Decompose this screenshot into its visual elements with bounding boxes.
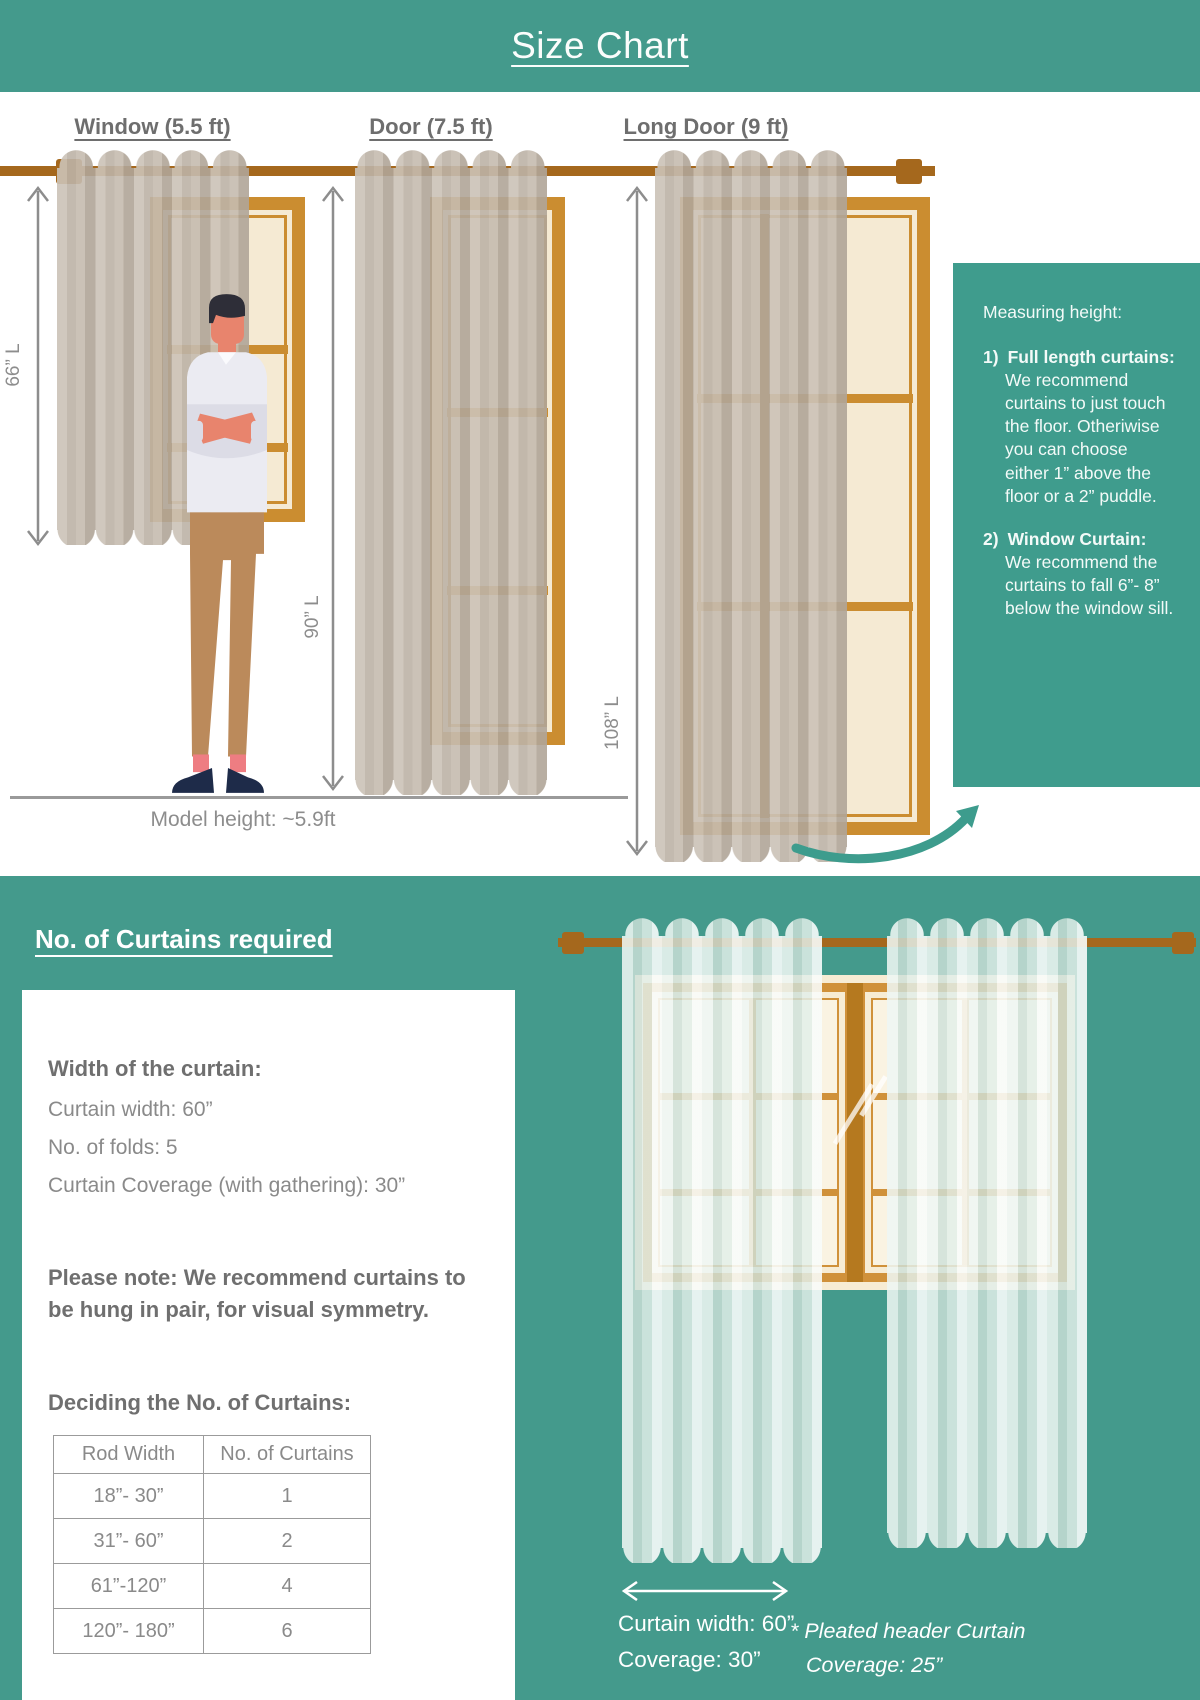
table-header-row [54,1436,371,1474]
pleated-note [790,1614,1025,1683]
width-caption [618,1606,794,1678]
sheer-curtain-right [887,918,1087,1548]
window-label: Window (5.5 ft) [74,114,231,139]
cell-count: 1 [204,1474,371,1519]
page-title: Size Chart [511,25,689,66]
rod-finial-right [896,159,922,184]
model-height-caption: Model height: ~5.9ft [150,808,336,831]
person-illustration [160,292,292,795]
measure-arrow-66 [25,185,51,547]
info-box-item-2: 2) Window Curtain: We recommend the curtains to fall 6”- 8” below the window sill. [983,528,1174,619]
rod-width-table [53,1435,371,1654]
table-row [54,1609,371,1654]
pleated-note-line1: * Pleated header Curtain [790,1619,1026,1643]
cell-rod-width: 18”- 30” [54,1474,204,1519]
section-heading: No. of Curtains required [35,924,333,954]
spec-folds: No. of folds: 5 [48,1136,178,1159]
table-row [54,1564,371,1609]
pair-note: Please note: We recommend curtains to be hung in pair, for visual symmetry. [48,1265,466,1322]
cell-count: 6 [204,1609,371,1654]
sheer-curtain-left [622,918,822,1563]
illustration-finial-left [562,932,584,954]
curved-arrow-icon [790,804,985,866]
curtains-required-section [0,876,1200,1700]
measuring-info-box [953,263,1200,787]
header-no-curtains: No. of Curtains [204,1436,371,1474]
table-row [54,1474,371,1519]
width-arrow-icon [620,1580,790,1602]
spec-curtain-width: Curtain width: 60” [48,1098,213,1121]
cell-count: 4 [204,1564,371,1609]
table-row [54,1519,371,1564]
spec-coverage: Curtain Coverage (with gathering): 30” [48,1174,406,1197]
cell-rod-width: 61”-120” [54,1564,204,1609]
measure-arrow-108 [624,185,650,857]
info-panel [22,990,515,1700]
info-box-title: Measuring height: [983,302,1123,322]
cell-count: 2 [204,1519,371,1564]
width-caption-line1: Curtain width: 60” [618,1611,795,1636]
door-curtain [355,150,547,795]
cell-rod-width: 120”- 180” [54,1609,204,1654]
header-rod-width: Rod Width [54,1436,204,1474]
table-title: Deciding the No. of Curtains: [48,1390,352,1415]
size-diagram-section [0,92,1200,876]
floor-line [10,796,628,799]
length-label-90: 90” L [302,595,323,639]
door-label: Door (7.5 ft) [369,114,493,139]
illustration-finial-right [1172,932,1194,954]
window-center-divider [847,983,863,1282]
long-door-curtain [655,150,847,862]
width-caption-line2: Coverage: 30” [618,1647,761,1672]
pleated-note-line2: Coverage: 25” [806,1653,943,1678]
cell-rod-width: 31”- 60” [54,1519,204,1564]
length-label-66: 66” L [3,343,24,387]
measure-arrow-90 [320,185,346,792]
header-banner [0,0,1200,92]
info-box-item-1: 1) Full length curtains: We recommend curtains to just touch the floor. Otheriwise you can choose either 1” above the floor or a 2” puddle. [983,347,1175,506]
long-door-label: Long Door (9 ft) [623,114,789,139]
length-label-108: 108” L [602,696,623,750]
width-title: Width of the curtain: [48,1056,262,1081]
